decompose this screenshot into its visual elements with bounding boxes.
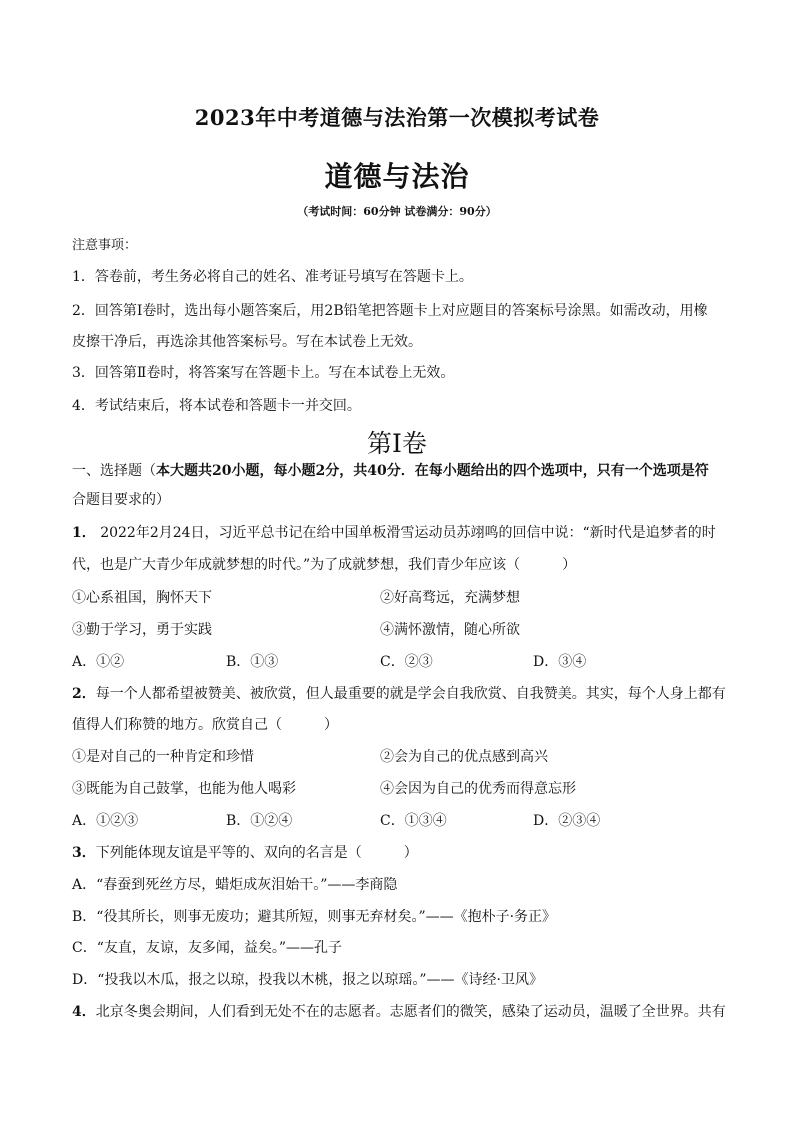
question-number: 3．	[72, 845, 96, 861]
notice-item: 2．回答第Ⅰ卷时，选出每小题答案后，用2B铅笔把答题卡上对应题目的答案标号涂黑。如需改动，用橡	[72, 303, 708, 319]
section-desc-bold: 本大题共20小题，每小题2分，共40分．在每小题给出的四个选项中，只有一个选项是符	[156, 463, 709, 479]
question-1-stem-cont: 代，也是广大青少年成就梦想的时代。”为了成就梦想，我们青少年应该（ ）	[72, 557, 577, 573]
statement: ④会因为自己的优秀而得意忘形	[380, 781, 576, 797]
statement: ①心系祖国，胸怀天下	[72, 590, 212, 606]
notice-item: 4．考试结束后，将本试卷和答题卡一并交回。	[72, 398, 361, 414]
question-1-stem	[72, 522, 722, 542]
question-number: 1．	[72, 525, 96, 541]
choice-b: B．“役其所长，则事无废功；避其所短，则事无弃材矣。”——《抱朴子·务正》	[72, 909, 557, 925]
statement: ③勤于学习，勇于实践	[72, 622, 212, 638]
choice-d: D．“投我以木瓜，报之以琼，投我以木桃，报之以琼瑶。”——《诗经·卫风》	[72, 972, 543, 988]
question-number: 2．	[72, 686, 96, 702]
statement: ②会为自己的优点感到高兴	[380, 749, 548, 765]
notice-item: 1．答卷前，考生务必将自己的姓名、准考证号填写在答题卡上。	[72, 269, 473, 285]
question-3-stem	[72, 842, 722, 862]
choice-a: A．①②③	[72, 813, 139, 829]
notice-item: 3．回答第Ⅱ卷时，将答案写在答题卡上。写在本试卷上无效。	[72, 365, 455, 381]
section-description-cont: 合题目要求的）	[72, 492, 170, 508]
question-number: 4．	[72, 1004, 96, 1020]
subject-title: 道德与法治	[324, 160, 470, 193]
statement: ③既能为自己鼓掌，也能为他人喝彩	[72, 781, 296, 797]
choice-c: C．②③	[380, 654, 433, 670]
statement: ①是对自己的一种肯定和珍惜	[72, 749, 254, 765]
choice-a: A．“春蚕到死丝方尽，蜡炬成灰泪始干。”——李商隐	[72, 877, 398, 893]
notice-heading: 注意事项：	[72, 238, 138, 253]
question-2-stem-cont: 值得人们称赞的地方。欣赏自己（ ）	[72, 717, 338, 733]
section-description	[72, 460, 722, 480]
question-text: 每一个人都希望被赞美、被欣赏，但人最重要的就是学会自我欣赏、自我赞美。其实，每个人身上都有	[95, 686, 726, 702]
choice-c: C．“友直，友谅，友多闻，益矣。”——孔子	[72, 940, 343, 956]
question-text: 2022年2月24日，习近平总书记在给中国单板滑雪运动员苏翊鸣的回信中说：“新时代是追梦者的时	[95, 525, 716, 541]
choice-b: B．①③	[226, 654, 279, 670]
question-text: 下列能体现友谊是平等的、双向的名言是（ ）	[95, 845, 418, 861]
question-2-stem	[72, 683, 726, 703]
statement: ②好高骛远，充满梦想	[380, 590, 520, 606]
exam-meta: （考试时间：60分钟 试卷满分：90分）	[297, 205, 497, 218]
choice-c: C．①③④	[380, 813, 447, 829]
choice-d: D．②③④	[533, 813, 601, 829]
question-4-stem	[72, 1001, 726, 1021]
choice-d: D．③④	[533, 654, 587, 670]
exam-title: 2023年中考道德与法治第一次模拟考试卷	[194, 105, 600, 130]
choice-b: B．①②④	[226, 813, 293, 829]
question-text: 北京冬奥会期间，人们看到无处不在的志愿者。志愿者们的微笑，感染了运动员，温暖了全世界。共有	[95, 1004, 726, 1020]
choice-a: A．①②	[72, 654, 125, 670]
section-desc-prefix: 一、选择题（	[72, 463, 156, 479]
section-title: 第Ⅰ卷	[367, 429, 427, 458]
notice-item: 皮擦干净后，再选涂其他答案标号。写在本试卷上无效。	[72, 334, 422, 350]
statement: ④满怀激情，随心所欲	[380, 622, 520, 638]
